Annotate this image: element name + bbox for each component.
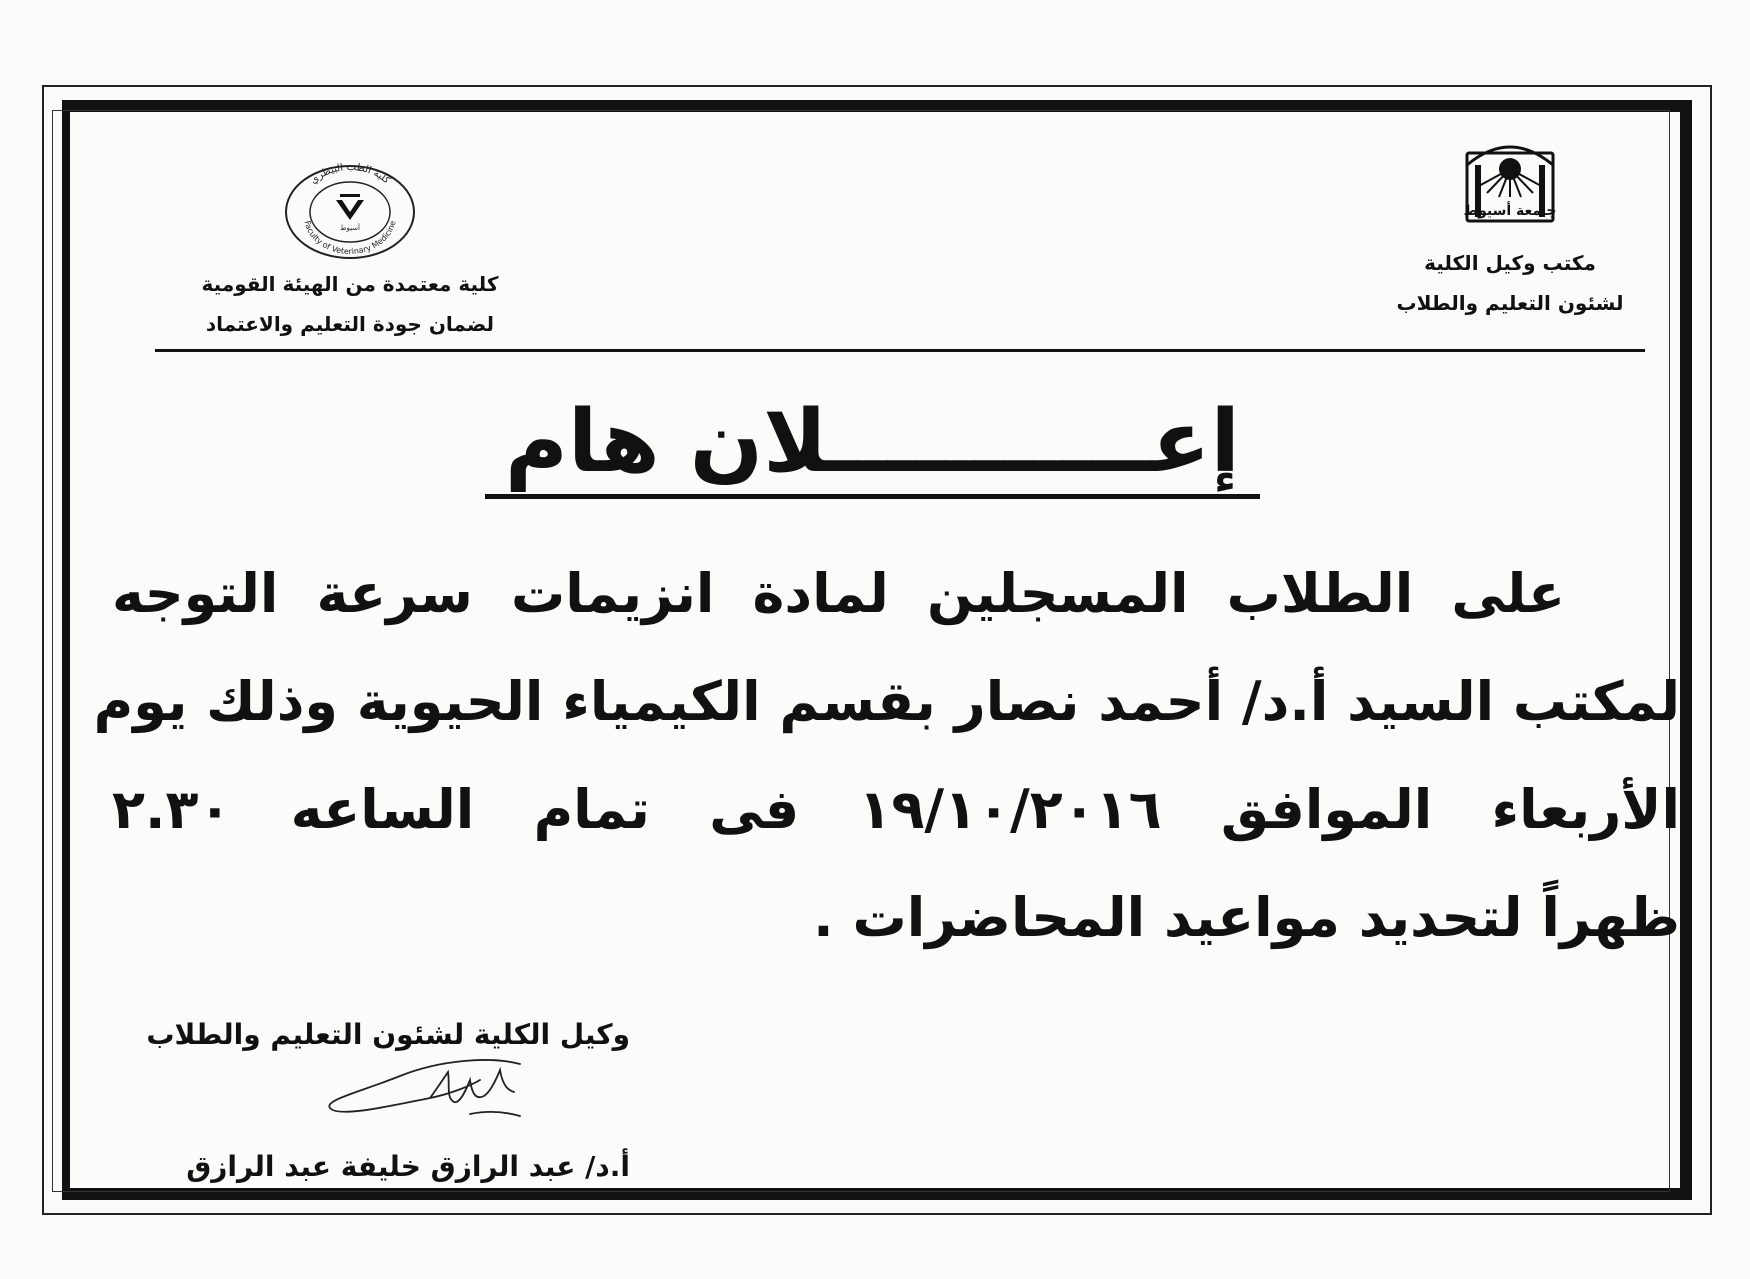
office-line-1: مكتب وكيل الكلية [1424,251,1596,275]
svg-text:جامعة أسيوط: جامعة أسيوط [1463,203,1557,219]
body-line-4: ظهراً لتحديد مواعيد المحاضرات . [813,886,1680,949]
office-header [1380,135,1640,323]
signatory-title: وكيل الكلية لشئون التعليم والطلاب [146,1018,630,1051]
signatory-name: أ.د/ عبد الرازق خليفة عبد الرازق [186,1150,630,1183]
body-line-3: الأربعاء الموافق ١٩/١٠/٢٠١٦ فى تمام الساعه ٢.٣٠ [112,778,1680,841]
announcement-title: إعـــــــــــلان هام [485,392,1260,499]
title-block [490,392,1260,502]
accreditation-line-1: كلية معتمدة من الهيئة القومية [201,272,499,296]
announcement-body [93,540,1680,972]
handwritten-signature [320,1050,540,1130]
svg-text:أسيوط: أسيوط [339,224,361,232]
accreditation-line-2: لضمان جودة التعليم والاعتماد [205,312,495,336]
body-line-2: لمكتب السيد أ.د/ أحمد نصار بقسم الكيمياء الحيوية وذلك يوم [93,670,1680,733]
header-divider [155,349,1645,352]
university-logo-icon [1455,135,1565,223]
office-line-2: لشئون التعليم والطلاب [1396,291,1624,315]
svg-text:Faculty of Veterinary Medicine: Faculty of Veterinary Medicine [302,219,398,257]
faculty-header [180,160,520,344]
svg-text:كلية الطب البيطري: كلية الطب البيطري [308,161,392,187]
faculty-logo-icon [280,160,420,260]
body-line-1: على الطلاب المسجلين لمادة انزيمات سرعة التوجه [112,562,1565,625]
